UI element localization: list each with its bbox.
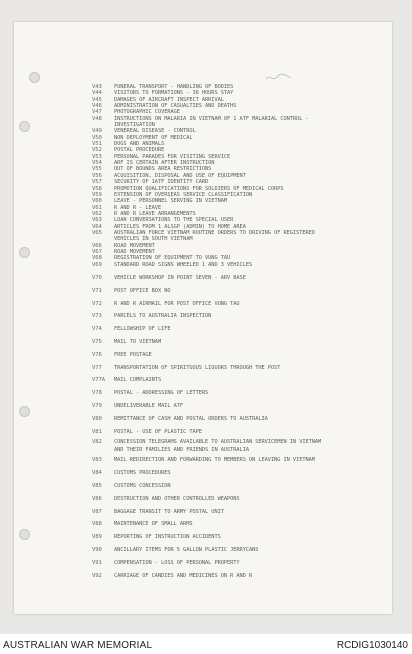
item-text: VISITORS TO FORMATIONS - 36 HOURS STAY [114,90,234,97]
list-item [92,413,392,426]
item-code: V92 [92,572,102,579]
item-text: OUT OF BOUNDS AREA RESTRICTIONS [114,166,212,173]
item-text: POSTAL - USE OF PLASTIC TAPE [114,428,202,435]
item-code: V61 [92,204,102,211]
record-id: RCDIG1030140 [336,640,408,651]
item-code: V81 [92,428,102,435]
item-text: EXTENSION OF OVERSEAS SERVICE CLASSIFICATION [114,191,253,198]
item-code: V70 [92,275,102,281]
item-text: R AND R AIRMAIL FOR POST OFFICE VUNG TAU [114,300,240,307]
item-text: REMITTANCE OF CASH AND POSTAL ORDERS TO AUSTRALIA [114,415,268,422]
item-text: INSTRUCTIONS ON MALARIA IN VIETNAM OF 1 ATF MALARIAL CONTROL - [114,115,309,122]
item-code: V60 [92,198,102,205]
item-text: AUSTRALIAN FORCE VIETNAM ROUTINE ORDERS TO DRIVING OF REGISTERED [114,229,315,236]
item-code: V73 [92,313,102,320]
item-text: PHOTOGRAPHIC COVERAGE [114,109,180,116]
item-code: V66 [92,242,102,249]
item-text: R AND R - LEAVE [114,204,162,211]
item-text: DAMAGES OF AIRCRAFT INSPECT ARRIVAL [114,96,224,103]
item-code: V68 [92,255,102,262]
list-item [92,531,392,544]
item-text: SECURITY OF 1ATF IDENTITY CARD [114,179,209,186]
item-code: V69 [92,261,102,268]
item-text: VEHICLE WORKSHOP IN POINT SEVEN - ARV BASE [114,275,246,281]
list-item [92,438,392,446]
item-text: DESTRUCTION AND OTHER CONTROLLED WEAPONS [114,495,240,502]
punch-hole-5 [19,529,30,540]
handwritten-mark-icon [264,70,294,84]
item-code: V78 [92,390,102,397]
item-code: V67 [92,248,102,255]
item-text: ARTICLES FROM 1 ALSGP (ADMIN) TO HOME AREA [114,223,246,230]
item-code: V72 [92,300,102,307]
item-text: NON DEPLOYMENT OF MEDICAL [114,134,193,141]
item-code: V71 [92,287,102,294]
item-text: MAIL COMPLAINTS [114,377,162,384]
list-item [92,362,392,375]
item-text: COMPENSATION - LOSS OF PERSONAL PROPERTY [114,559,240,566]
item-text: CUSTOMS CONCESSION [114,482,171,489]
item-text: VEHICLES IN SOUTH VIETNAM [114,236,193,243]
item-code: V46 [92,103,102,110]
list-item [92,272,392,285]
item-text: ROAD MOVEMENT [114,242,155,249]
list-item [92,570,392,583]
item-code: V59 [92,191,102,198]
item-code: V74 [92,326,102,333]
item-text: MAIL TO VIETNAM [114,338,162,345]
item-code: V43 [92,84,102,90]
list-item [92,400,392,413]
item-code: V79 [92,402,102,409]
item-text: FELLOWSHIP OF LIFE [114,326,171,333]
item-code: V58 [92,185,102,192]
item-text: UNDELIVERABLE MAIL ATF [114,402,184,409]
item-code: V47 [92,109,102,116]
item-text: STANDARD ROAD SIGNS WHEELED 1 AND 3 VEHICLES [114,261,253,268]
item-code: V80 [92,415,102,422]
item-code: V91 [92,559,102,566]
item-text: CARRIAGE OF CANDIES AND MEDICINES ON R AND R [114,572,253,579]
item-code: V87 [92,508,102,515]
institution-name: AUSTRALIAN WAR MEMORIAL [3,640,153,651]
punch-hole-1 [29,72,40,83]
list-item [92,493,392,506]
item-text: POSTAL - ADDRESSING OF LETTERS [114,390,209,397]
item-text: FUNERAL TRANSPORT - HANDLING OF BODIES [114,84,234,90]
item-code: V57 [92,179,102,186]
archive-footer [0,634,412,654]
punch-hole-2 [19,121,30,132]
item-code: V89 [92,534,102,541]
list-item [92,298,392,311]
item-text: MAINTENANCE OF SMALL ARMS [114,521,193,528]
item-code: V77 [92,364,102,371]
item-text: TRANSPORTATION OF SPIRITUOUS LIQUORS THROUGH THE POST [114,364,281,371]
item-text: DOGS AND ANIMALS [114,141,165,148]
item-code: V83 [92,457,102,464]
item-code: V62 [92,210,102,217]
item-text: LOAN CONVERSATIONS TO THE SPECIAL USER [114,217,234,224]
list-item [92,518,392,531]
item-text: LEAVE - PERSONNEL SERVING IN VIETNAM [114,198,228,205]
item-text: CUSTOMS PROCEDURES [114,470,171,477]
item-code: V55 [92,166,102,173]
item-text: ARF IS CERTAIN AFTER INSTRUCTION [114,160,215,167]
item-text: FREE POSTAGE [114,351,152,358]
item-text: REPORTING OF INSTRUCTION ACCIDENTS [114,534,221,541]
item-text: BAGGAGE TRANSIT TO ARMY POSTAL UNIT [114,508,224,515]
item-text: PARCELS TO AUSTRALIA INSPECTION [114,313,212,320]
list-item [92,387,392,400]
item-code: V86 [92,495,102,502]
item-code: V53 [92,153,102,160]
item-code: V44 [92,90,102,97]
item-text: PERSONAL PARADES FOR VISITING SERVICE [114,153,231,160]
item-text: VENEREAL DISEASE - CONTROL [114,128,196,135]
item-code: V48 [92,115,102,122]
list-item [92,480,392,493]
list-item [92,506,392,519]
item-text: R AND R LEAVE ARRANGEMENTS [114,210,196,217]
list-item [92,262,392,268]
punch-hole-4 [19,406,30,417]
item-code: V50 [92,134,102,141]
item-text: PROMOTION QUALIFICATIONS FOR SOLDIERS OF MEDICAL CORPS [114,185,284,192]
list-item [92,454,392,467]
item-text: ACQUISITION, DISPOSAL AND USE OF EQUIPMENT [114,172,246,179]
item-text: INVESTIGATION [114,122,155,129]
item-code: V65 [92,229,102,236]
item-code: V64 [92,223,102,230]
item-code: V75 [92,338,102,345]
list-item [92,544,392,557]
item-code: V82 [92,439,102,446]
item-code: V90 [92,546,102,553]
item-code: V45 [92,96,102,103]
list-item [92,336,392,349]
item-text: CONCESSION TELEGRAMS AVAILABLE TO AUSTRALIAN SERVICEMEN IN VIETNAM [114,439,322,446]
list-item [92,310,392,323]
list-item [92,374,392,387]
item-code: V76 [92,351,102,358]
item-list-sparse [92,272,392,582]
item-code: V51 [92,141,102,148]
item-text: ADMINISTRATION OF CASUALTIES AND DEATHS [114,103,237,110]
item-code: V52 [92,147,102,154]
item-code: V85 [92,482,102,489]
item-text: AND THEIR FAMILIES AND FRIENDS IN AUSTRALIA [114,447,249,454]
list-item [92,467,392,480]
list-item [92,446,392,454]
item-list-dense [92,84,392,268]
item-text: POST OFFICE BOX NO [114,287,171,294]
document-page [14,22,392,614]
list-item [92,285,392,298]
item-text: ANCILLARY ITEMS FOR 5 GALLON PLASTIC JERRYCANS [114,546,259,553]
list-item [92,323,392,336]
item-code: V56 [92,172,102,179]
list-item [92,426,392,439]
list-item [92,557,392,570]
item-code: V77A [92,377,106,384]
item-code: V88 [92,521,102,528]
punch-hole-3 [19,247,30,258]
item-code: V63 [92,217,102,224]
item-code: V84 [92,470,102,477]
item-text: POSTAL PROCEDURE [114,147,165,154]
item-text: ROAD MOVEMENT [114,248,155,255]
list-item [92,349,392,362]
item-code: V54 [92,160,102,167]
item-text: REGISTRATION OF EQUIPMENT TO VUNG TAU [114,255,231,262]
item-text: MAIL REDIRECTION AND FORWARDING TO MEMBERS ON LEAVING IN VIETNAM [114,457,315,464]
item-code: V49 [92,128,102,135]
